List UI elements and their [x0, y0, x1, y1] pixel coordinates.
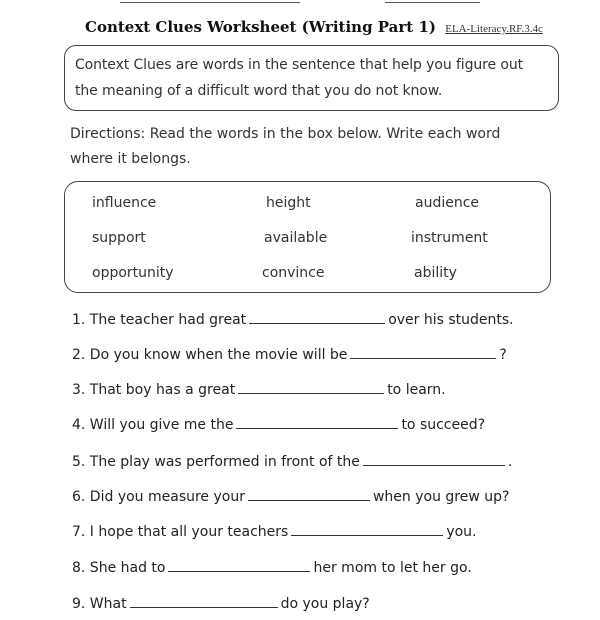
question-text-after: to succeed?	[401, 417, 486, 433]
definition-line-1: Context Clues are words in the sentence that help you figure out	[75, 57, 523, 73]
question-text-before: 5. The play was performed in front of the	[72, 454, 360, 470]
name-line-right	[385, 2, 480, 3]
question-text-after: .	[507, 454, 513, 470]
question-text-after: when you grew up?	[372, 489, 510, 505]
word-bank-item: available	[264, 230, 328, 246]
directions-line-1: Directions: Read the words in the box below. Write each word	[70, 126, 501, 142]
question-text-before: 1. The teacher had great	[72, 312, 247, 328]
question-text-before: 7. I hope that all your teachers	[72, 524, 289, 540]
question-text-before: 4. Will you give me the	[72, 417, 234, 433]
word-bank-item: support	[92, 230, 146, 246]
question-9	[72, 595, 370, 612]
answer-blank[interactable]	[238, 381, 384, 394]
question-text-after: over his students.	[388, 312, 514, 328]
question-text-before: 6. Did you measure your	[72, 489, 245, 505]
word-bank-item: audience	[415, 195, 480, 211]
question-1	[72, 311, 514, 328]
title-text: Context Clues Worksheet (Writing Part 1)	[85, 18, 436, 36]
question-6	[72, 488, 509, 505]
directions-line-2: where it belongs.	[70, 151, 191, 167]
answer-blank[interactable]	[248, 488, 370, 501]
word-bank-item: height	[266, 195, 311, 211]
worksheet-title	[85, 18, 543, 36]
question-7	[72, 523, 477, 540]
question-4	[72, 416, 485, 433]
answer-blank[interactable]	[130, 595, 278, 608]
question-text-after: to learn.	[387, 382, 446, 398]
answer-blank[interactable]	[350, 346, 496, 359]
word-bank-item: opportunity	[92, 265, 174, 281]
word-bank-item: ability	[414, 265, 457, 281]
question-8	[72, 559, 472, 576]
answer-blank[interactable]	[236, 416, 398, 429]
answer-blank[interactable]	[168, 559, 310, 572]
word-bank-item: convince	[262, 265, 325, 281]
question-text-after: you.	[446, 524, 477, 540]
question-text-before: 3. That boy has a great	[72, 382, 236, 398]
word-bank-item: instrument	[411, 230, 488, 246]
definition-box	[64, 45, 559, 111]
question-text-after: her mom to let her go.	[313, 560, 472, 576]
question-2	[72, 346, 507, 363]
question-text-before: 2. Do you know when the movie will be	[72, 347, 348, 363]
question-5	[72, 453, 512, 470]
question-text-before: 9. What	[72, 596, 127, 612]
question-3	[72, 381, 446, 398]
word-bank-box	[64, 181, 551, 293]
definition-line-2: the meaning of a difficult word that you do not know.	[75, 83, 443, 99]
standard-code: ELA-Literacy.RF.3.4c	[445, 23, 543, 35]
answer-blank[interactable]	[249, 311, 385, 324]
answer-blank[interactable]	[363, 453, 505, 466]
question-text-after: do you play?	[280, 596, 370, 612]
name-line-left	[120, 2, 300, 3]
question-text-before: 8. She had to	[72, 560, 166, 576]
word-bank-item: influence	[92, 195, 157, 211]
answer-blank[interactable]	[291, 523, 443, 536]
question-text-after: ?	[499, 347, 507, 363]
